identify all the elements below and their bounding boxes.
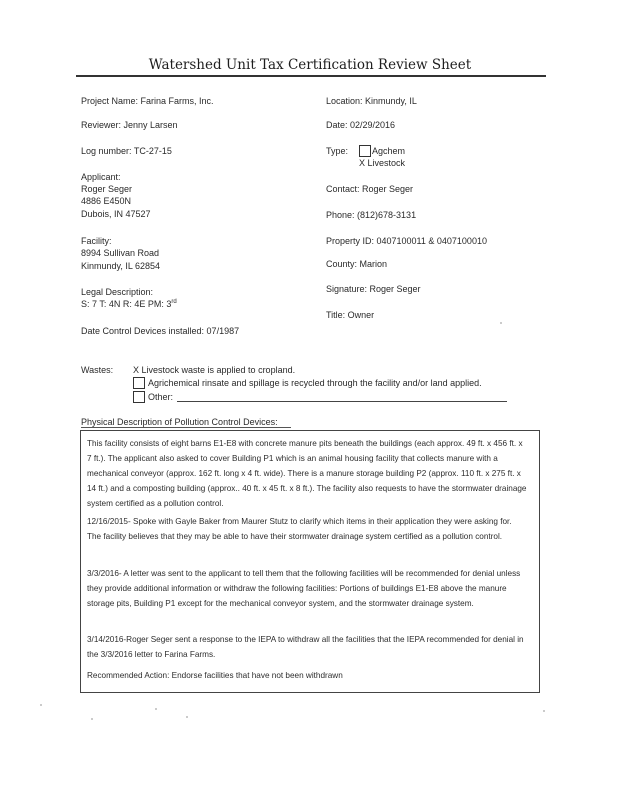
- description-paragraph: 3/3/2016- A letter was sent to the applicant to tell them that the following facilities will be recommended for denial unless they provide additional information or withdraw the following facilities: Portions of buildings E1-E8 above the manure storage pits, Building P1 except for the mechanical conveyor system, and the stormwater drainage system.: [87, 569, 521, 608]
- scan-speck: [91, 718, 93, 720]
- page-title: Watershed Unit Tax Certification Review Sheet: [148, 57, 472, 73]
- type-label: Type:: [326, 146, 349, 156]
- applicant-label: Applicant:: [81, 172, 121, 182]
- legal-label: Legal Description:: [81, 287, 154, 297]
- physical-heading: Physical Description of Pollution Control Devices:: [81, 417, 278, 427]
- applicant-line: Dubois, IN 47527: [81, 209, 151, 219]
- date-installed: Date Control Devices installed: 07/1987: [81, 326, 240, 336]
- scan-speck: [186, 716, 188, 718]
- date: Date: 02/29/2016: [326, 120, 396, 130]
- signature: Signature: Roger Seger: [326, 284, 421, 294]
- reviewer: Reviewer: Jenny Larsen: [81, 120, 178, 130]
- contact: Contact: Roger Seger: [326, 184, 414, 194]
- phone: Phone: (812)678-3131: [326, 210, 417, 220]
- description-paragraph: 12/16/2015- Spoke with Gayle Baker from Maurer Stutz to clarify which items in their application they were asking for. The facility believes that they may be able to have their stormwater drainage system certified as a pollution control.: [87, 517, 512, 541]
- property-id: Property ID: 0407100011 & 0407100010: [326, 236, 487, 246]
- facility-label: Facility:: [81, 236, 112, 246]
- facility-line: Kinmundy, IL 62854: [81, 261, 161, 271]
- description-paragraph: This facility consists of eight barns E1-E8 with concrete manure pits beneath the buildings (each approx. 49 ft. x 456 ft. x 7 ft.). The applicant also asked to cover Building P1 which is an animal housing facility that collects manure with a mechanical conveyor (approx. 162 ft. long x 4 ft. wide). There is a manure storage building P2 (approx. 110 ft. x 275 ft. x 14 ft.) and a composting building (approx.. 40 ft. x 45 ft. x 8 ft.). The facility also requests to have the stormwater drainage system certified as a pollution control.: [87, 439, 527, 508]
- scan-speck: [40, 704, 42, 706]
- other-checkbox: [133, 391, 145, 403]
- scan-speck: [155, 708, 157, 710]
- agrichemical-checkbox: [133, 377, 145, 389]
- legal-superscript: rd: [171, 299, 177, 305]
- applicant-line: Roger Seger: [81, 184, 133, 194]
- wastes-agrichemical: Agrichemical rinsate and spillage is recycled through the facility and/or land applied.: [148, 378, 482, 388]
- description-paragraph: 3/14/2016-Roger Seger sent a response to the IEPA to withdraw all the facilities that the IEPA recommended for denial in the 3/3/2016 letter to Farina Farms.: [87, 635, 524, 659]
- wastes-livestock: X Livestock waste is applied to cropland.: [133, 365, 296, 375]
- heading-underline: [81, 427, 291, 428]
- title-rule: [76, 75, 546, 77]
- wastes-other: Other:: [148, 392, 174, 402]
- scan-speck: [543, 710, 545, 712]
- county: County: Marion: [326, 259, 388, 269]
- location: Location: Kinmundy, IL: [326, 96, 417, 106]
- agchem-checkbox: [359, 145, 371, 157]
- wastes-label: Wastes:: [81, 365, 114, 375]
- type-option-livestock: X Livestock: [359, 158, 406, 168]
- legal-description: [81, 299, 177, 309]
- legal-value: S: 7 T: 4N R: 4E PM: 3: [81, 299, 172, 309]
- recommended-action: Recommended Action: Endorse facilities that have not been withdrawn: [87, 671, 343, 680]
- facility-line: 8994 Sullivan Road: [81, 248, 160, 258]
- owner-title: Title: Owner: [326, 310, 375, 320]
- log-number: Log number: TC-27-15: [81, 146, 172, 156]
- scan-speck: [500, 322, 502, 324]
- other-underline: [177, 401, 507, 402]
- applicant-line: 4886 E450N: [81, 196, 132, 206]
- project-name: Project Name: Farina Farms, Inc.: [81, 96, 214, 106]
- type-option-agchem: Agchem: [372, 146, 406, 156]
